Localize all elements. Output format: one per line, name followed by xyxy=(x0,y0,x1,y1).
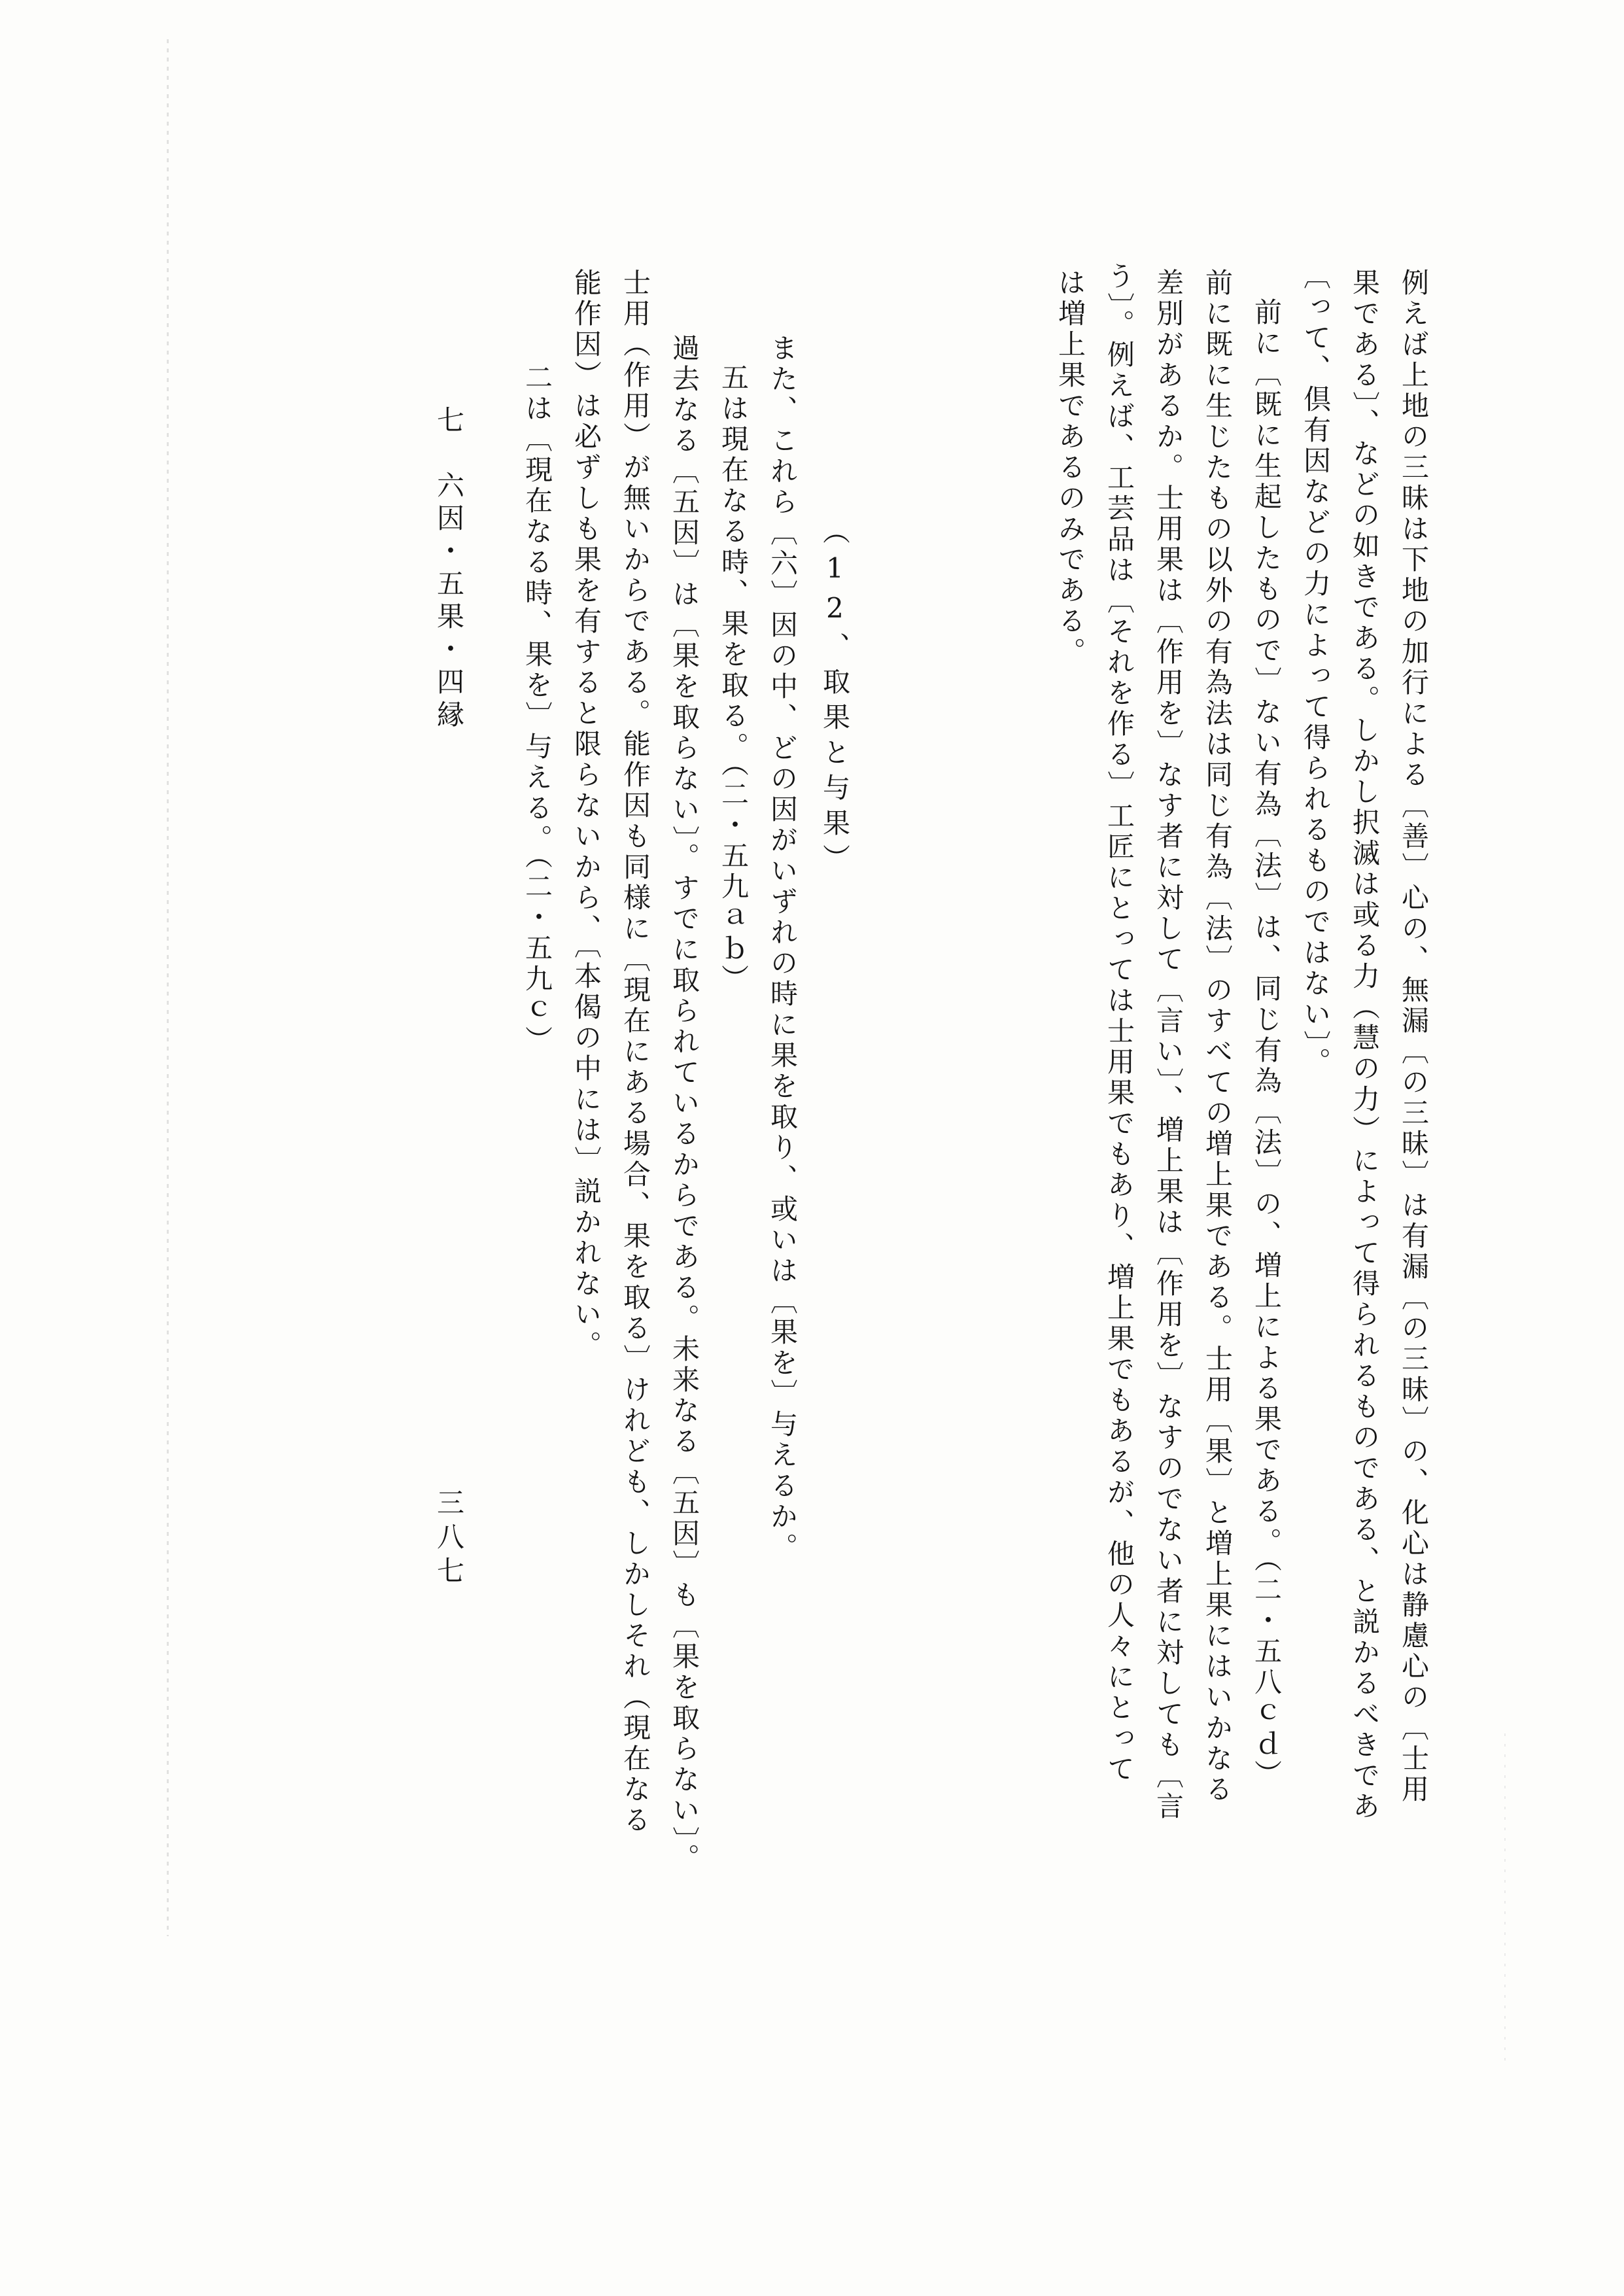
text-line-2: 果である〕、などの如きである。しかし択滅は或る力（慧の力）によって得られるものである、と説かるべきであ xyxy=(1349,268,1381,1822)
section-line-4: 士用（作用）が無いからである。能作因も同様に〔現在にある場合、果を取る〕けれども、しかしそれ（現在なる xyxy=(619,268,651,1836)
text-line-3: 〔って、倶有因などの力によって得られるものではない〕。 xyxy=(1300,262,1332,1078)
section-line-5: 能作因）は必ずしも果を有すると限らないから、〔本偈の中には〕説かれない。 xyxy=(570,268,602,1361)
section-line-3: 過去なる〔五因〕は〔果を取らない〕。すでに取られているからである。未来なる〔五因〕も〔果を取らない〕。 xyxy=(668,334,700,1874)
text-line-4: 前に〔既に生起したもので〕ない有為〔法〕は、同じ有為〔法〕の、増上による果である。（二・五八ｃｄ） xyxy=(1251,298,1283,1790)
scan-edge-artifact xyxy=(167,39,169,1936)
text-line-8: は増上果であるのみである。 xyxy=(1054,268,1086,668)
section-line-2: 五は現在なる時、果を取る。（二・五九ａｂ） xyxy=(717,363,750,995)
text-line-5: 前に既に生じたもの以外の有為法は同じ有為〔法〕のすべての増上果である。士用〔果〕と増上果にはいかなる xyxy=(1201,268,1234,1805)
text-line-1: 例えば上地の三昧は下地の加行による〔善〕心の、無漏〔の三昧〕は有漏〔の三昧〕の、化心は静慮心の〔士用 xyxy=(1398,268,1430,1805)
text-line-6: 差別があるか。士用果は〔作用を〕なす者に対して〔言い〕、増上果は〔作用を〕なすのでない者に対しても〔言 xyxy=(1152,268,1184,1822)
section-line-1: また、これら〔六〕因の中、どの因がいずれの時に果を取り、或いは〔果を〕与えるか。 xyxy=(767,334,799,1563)
running-head: 七 六因・五果・四縁 xyxy=(433,406,465,733)
text-line-7: う〕。例えば、工芸品は〔それを作る〕工匠にとっては士用果でもあり、増上果でもあるが、他の人々にとって xyxy=(1103,262,1135,1785)
section-heading: （12、取果と与果） xyxy=(819,517,851,879)
section-line-6: 二は〔現在なる時、果を〕与える。（二・五九ｃ） xyxy=(521,363,553,1056)
page-number: 三八七 xyxy=(433,1488,465,1590)
scan-edge-artifact-right xyxy=(1504,1733,1506,2061)
